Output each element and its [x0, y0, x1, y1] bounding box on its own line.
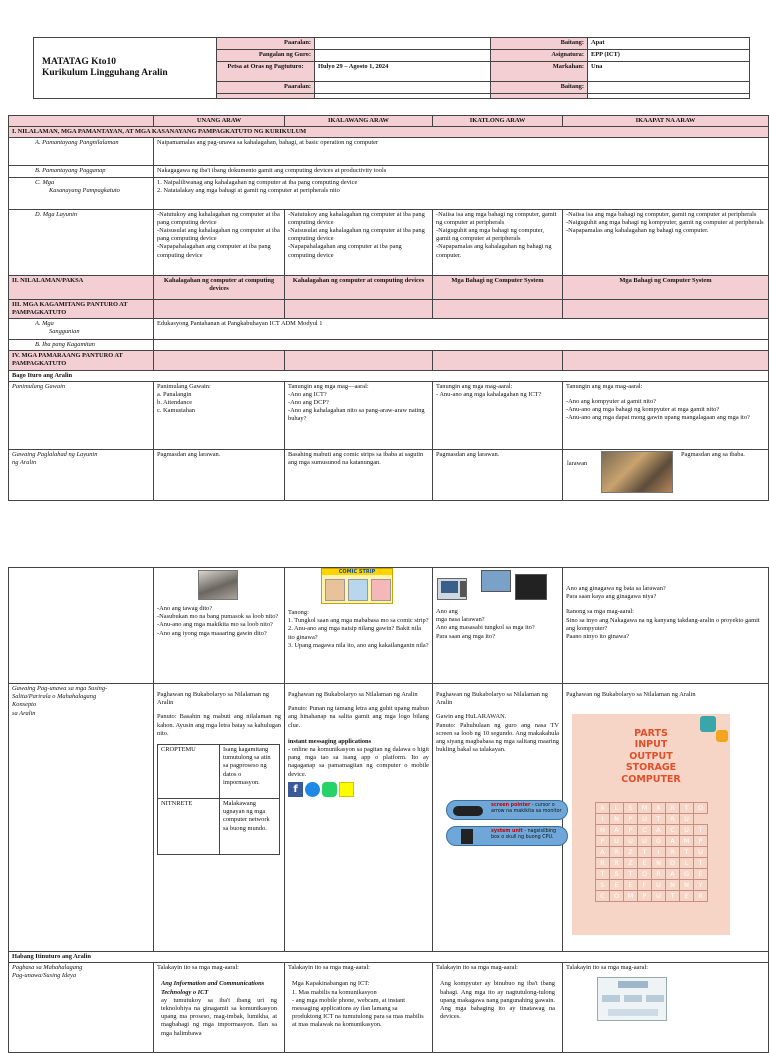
kasanayan-2: 2. Natatalakay ang mga bahagi at gamit ng computer at peripherals nito — [157, 186, 340, 194]
panimula-day1 — [154, 381, 285, 449]
comic-strip-image — [321, 568, 393, 604]
label-pagbasa — [9, 963, 154, 1053]
word-grid-row — [596, 836, 708, 847]
word-grid-cell: Z — [624, 858, 638, 869]
text-pamantayang-pangnilalaman: Naipamamalas ang pag-unawa sa kahalagahan, bahagi, at basic operation ng computer — [154, 138, 769, 166]
p2-day4-blank — [566, 601, 765, 608]
section-2-title: II. NILALAMAN/PAKSA — [9, 275, 154, 299]
p2-day4-q4: Sino sa inyo ang Nakagawa na ng kanyang takdang-aralin o proyekto gamit ang kompyuter? — [566, 616, 760, 632]
label-layunin: D. Mga Layunin — [9, 209, 154, 275]
word-grid-cell: O — [638, 869, 652, 880]
word-grid-cell: S — [624, 803, 638, 814]
label-sanggunian — [9, 318, 154, 339]
p2-day1-q2: -Nasubukan mo na bang pumasok sa loob nito? — [157, 613, 279, 621]
label-baitang-2: Baitang: — [491, 81, 588, 93]
panimula-day2-3: -Ano ang DCP? — [288, 399, 329, 407]
paglalahad-day4-text: Pagmasdan ang sa ibaba. — [681, 450, 745, 458]
panimula-day2-4: -Ano ang kahalagahan nito sa pang-araw-araw nating buhay? — [288, 407, 425, 423]
word-grid-cell: R — [610, 858, 624, 869]
layunin-day3-3: -Napapamalas ang kahalagahan ng bahagi ng computer. — [436, 243, 552, 259]
t1-body: ay tumutukoy sa iba't ibang uri ng teknolohiya na ginagamit sa komunikasyon upang ma proseso, mag-imbak, lumikha, at magbahagi ng mga impormasyon. Ilan sa mga halimbawa — [161, 996, 277, 1037]
value-petsa: Hulyo 29 – Agosto 1, 2024 — [315, 61, 491, 81]
panimula-day1-4: c. Kamustahan — [157, 407, 195, 415]
snapchat-icon — [339, 782, 354, 797]
text-pamantayang-pagganap: Nakagagawa ng iba't ibang dokumento gamit ang computing devices at productivity tools — [154, 166, 769, 177]
g1-word-2: NITNRETE — [158, 798, 220, 854]
mouse-icon — [453, 806, 483, 816]
t3-cell — [433, 963, 563, 1053]
pill1-term: screen pointer — [491, 803, 531, 808]
layunin-day2-2: -Naisusulat ang kahalagahan ng computer at iba pang computing device — [288, 226, 425, 243]
paglalahad-day2: Basahing mabuti ang comic strips sa ibaba at sagutin ang mga sumusunod na katanungan. — [285, 449, 433, 500]
word-grid-cell: G — [680, 869, 694, 880]
pill2-text: - nagsisilbing box o skull ng buong CPU. — [491, 829, 557, 840]
word-grid-cell: N — [666, 880, 680, 891]
panimula-day4-4: -Anu-ano ang mga dapat mong gawin upang mangalagaan ang mga ito? — [566, 414, 750, 422]
t2-item1: 1. Mas mabilis na komunikasyon — [292, 988, 377, 996]
label-paglalahad — [9, 449, 154, 500]
label-iba-pang-kagamitan: B. Iba pang Kagamitan — [9, 339, 154, 350]
word-grid-cell: U — [624, 836, 638, 847]
word-grid-cell: U — [652, 891, 666, 902]
computer-parts-diagram — [597, 977, 667, 1021]
word-grid-cell: R — [694, 891, 708, 902]
word-grid-cell: T — [694, 825, 708, 836]
day-header-4: IKAAPAT NA ARAW — [563, 116, 769, 127]
t2-heading: Mga Kapakinabangan ng ICT: — [292, 980, 370, 988]
word-grid-cell: N — [680, 880, 694, 891]
g2-title: Paghawan ng Bukabolaryo sa Nilalaman ng Aralin — [288, 691, 418, 698]
whatsapp-icon — [322, 782, 337, 797]
p2-day3-q3: Para saan ang mga ito? — [436, 632, 495, 640]
g3-panuto: Panuto: Pahuhulaan ng guro ang nasa TV screen sa loob ng 10 segundo. Ang makakahula ang siyang magbabasa ng mga salitang maaring bukling bakal sa talakayan. — [436, 721, 559, 754]
system-unit-icon — [461, 829, 473, 844]
label-markahan: Markahan: — [491, 61, 588, 81]
header-title — [34, 38, 217, 99]
g1-word-1: CROPTEMU — [158, 744, 220, 798]
lesson-table-page1 — [8, 115, 769, 501]
word-grid-cell: R — [666, 847, 680, 858]
children-computer-photo — [601, 451, 673, 493]
bago-ituro-title: Bago Ituro ang Aralin — [9, 370, 769, 381]
t2-cell — [285, 963, 433, 1053]
word-grid-cell: P — [694, 836, 708, 847]
panimula-day3 — [433, 381, 563, 449]
label-pagbasa-line1: Pagbasa sa Mahahalagang — [12, 964, 83, 972]
layunin-day3 — [433, 209, 563, 275]
g1-meaning-1: Isang kagamitang tumutulong sa atin sa pagproseso ng datos o impormasyon. — [220, 744, 280, 798]
g1-cell — [154, 684, 285, 952]
label-baitang: Baitang: — [491, 38, 588, 50]
page2 — [8, 567, 768, 1037]
p2-day4-q1: Ano ang ginagawa ng bata sa larawan? — [566, 585, 666, 592]
layunin-day2-3: -Napapahalagahan ang computer at iba pang computing device — [288, 243, 402, 259]
word-grid-cell: A — [596, 847, 610, 858]
g4-cell — [563, 684, 769, 952]
word-search-poster — [572, 714, 730, 935]
layunin-day4-3: -Napapamalas ang kahalagahan ng bahagi ng computer. — [566, 226, 709, 234]
word-grid-cell: O — [694, 803, 708, 814]
p2-day3-q2: Ano ang masasabi tungkol sa mga ito? — [436, 624, 535, 632]
word-grid-cell: A — [596, 803, 610, 814]
layunin-day3-1: -Naiisa isa ang mga bahagi ng computer, gamit ng computer at peripherals — [436, 210, 557, 226]
g2-panuto: Panuto: Punan ng tamang letra ang guhit upang mabuo ang hinahanap na salita gamit ang mga logo bilang clue. — [288, 705, 429, 729]
paglalahad-day4-left: larawan — [567, 459, 588, 467]
kasanayan-1: 1. Naipaliliwanag ang kahalagahan ng computer at iba pang computing device — [157, 178, 358, 186]
p2-day1-q3: -Anu-ano ang mga makikita mo sa loob nito? — [157, 621, 273, 629]
word-grid-row — [596, 803, 708, 814]
label-paaralan-2: Paaralan: — [217, 81, 315, 93]
header-table — [33, 37, 750, 99]
word-grid-cell: U — [638, 836, 652, 847]
label-gawaing-line2: Salita/Parirala o Mahahalagang — [12, 693, 97, 701]
panimula-day2 — [285, 381, 433, 449]
word-grid-cell: U — [652, 880, 666, 891]
poster-word-4: STORAGE — [625, 762, 677, 774]
word-grid-cell: T — [694, 858, 708, 869]
label-petsa: Petsa at Oras ng Pagtuturo: — [217, 61, 315, 81]
p2-day2-tanong: Tanong: — [288, 609, 309, 616]
g3-cell — [433, 684, 563, 952]
layunin-day4-2: -Naiguguhit ang mga bahagi ng kompyuter, gamit ng computer at peripherals — [566, 218, 764, 226]
paglalahad-day1: Pagmasdan ang larawan. — [154, 449, 285, 500]
p2-day1-q1: -Ano ang tawag dito? — [157, 605, 213, 612]
paksa-day1: Kahalagahan ng computer at computing devices — [154, 275, 285, 299]
text-sanggunian: Edukasyong Pantahanan at Pangkabuhayan ICT ADM Modyul 1 — [154, 318, 769, 339]
panimula-day3-2: - Anu-ano ang mga kahalagahan ng ICT? — [436, 390, 542, 398]
p2-day1-top — [154, 568, 285, 684]
layunin-day1-3: -Napapahalagahan ang computer at iba pang computing device — [157, 243, 271, 259]
day-header-2: IKALAWANG ARAW — [285, 116, 433, 127]
comic-strip-title: COMIC STRIP — [322, 569, 392, 575]
t1-cell — [154, 963, 285, 1053]
word-grid-cell: C — [638, 825, 652, 836]
panimula-day4-3: -Anu-ano ang mga bahagi ng kompyuter at mga gamit nito? — [566, 406, 720, 414]
word-grid-cell: M — [638, 803, 652, 814]
layunin-day4-1: -Naiisa isa ang mga bahagi ng computer, gamit ng computer at peripherals — [566, 210, 757, 218]
word-grid-row — [596, 869, 708, 880]
p2-day4-q3: Itanong sa mga mag-aaral: — [566, 608, 634, 616]
word-grid-cell: P — [638, 891, 652, 902]
layunin-day1-2: -Naisusulat ang kahalagahan ng computer at iba pang computing device — [157, 226, 280, 243]
p2-day2-top — [285, 568, 433, 684]
t2-intro: Talakayin ito sa mga mag-aaral: — [288, 964, 370, 972]
t4-intro: Talakayin ito sa mga mag-aaral: — [566, 964, 648, 972]
t3-intro: Talakayin ito sa mga mag-aaral: — [436, 964, 518, 972]
value-asignatura: EPP (ICT) — [588, 49, 750, 61]
poster-words — [572, 728, 730, 785]
panimula-day4 — [563, 381, 769, 449]
t2-item1-text: - ang mga mobile phone, webcam, at instant messaging applications ay ilan lamang sa produktong ICT na tumutulong para sa mas mabilis at mas malawak na komunikasyon. — [292, 996, 424, 1029]
pill-screen-pointer — [446, 800, 568, 820]
section-3-title: III. MGA KAGAMITANG PANTURO AT PAMPAGKATUTO — [9, 299, 154, 318]
value-markahan: Una — [588, 61, 750, 81]
t4-cell — [563, 963, 769, 1053]
word-grid-cell: R — [610, 847, 624, 858]
label-sanggunian-line1: A. Mga — [35, 319, 54, 327]
word-grid-cell: I — [596, 814, 610, 825]
word-grid-cell: E — [624, 880, 638, 891]
g1-meaning-2: Malakawang ugnayan ng mga computer network sa buong mundo. — [220, 798, 280, 854]
word-grid-row — [596, 891, 708, 902]
header-title-line2: Kurikulum Lingguhang Aralin — [42, 68, 168, 78]
word-grid-cell: H — [596, 825, 610, 836]
pill-system-unit — [446, 826, 568, 846]
word-grid-cell: L — [680, 858, 694, 869]
g3-subtitle: Gawin ang HuLARAWAN. — [436, 713, 507, 721]
value-paaralan-2 — [315, 81, 491, 93]
word-grid-row — [596, 825, 708, 836]
word-grid-cell: T — [652, 814, 666, 825]
word-grid-row — [596, 814, 708, 825]
t1-intro: Talakayin ito sa mga mag-aaral: — [157, 964, 239, 972]
label-gawaing-pag-unawa — [9, 684, 154, 952]
habang-itinuturo-title: Habang Itinuturo ang Aralin — [9, 952, 769, 963]
value-guro — [315, 49, 491, 61]
paksa-day3: Mga Bahagi ng Computer System — [433, 275, 563, 299]
g1-panuto: Panuto: Basahin ng mabuti ang nilalaman ng kahon. Ayusin ang mga letra batay sa kahulugan nito. — [157, 713, 281, 737]
p2-day3-q1b: mga nasa larawan? — [436, 616, 485, 624]
label-paaralan: Paaralan: — [217, 38, 315, 50]
value-paaralan — [315, 38, 491, 50]
panimula-day1-1: Panimulang Gawain: — [157, 382, 211, 390]
label-gawaing-line4: sa Aralin — [12, 709, 36, 717]
word-grid-cell: T — [680, 803, 694, 814]
word-grid-cell: N — [652, 858, 666, 869]
word-grid-cell: T — [638, 847, 652, 858]
word-grid-cell: S — [596, 880, 610, 891]
value-baitang: Apat — [588, 38, 750, 50]
word-grid-cell: U — [694, 847, 708, 858]
word-grid-cell: A — [666, 869, 680, 880]
word-grid-cell: U — [680, 825, 694, 836]
word-grid-cell: T — [666, 891, 680, 902]
layunin-day1 — [154, 209, 285, 275]
g2-heading: instant messaging applications — [288, 737, 372, 745]
t3-body: Ang kompyuter ay binubuo ng iba't ibang bahagi. Ang mga ito ay nagtutulong-tulong upang makagawa nang pangunahing gawain. Ang mga bahaging ito ay tinatawag na devices. — [440, 980, 555, 1021]
label-kasanayan-line1: C. Mga — [35, 178, 55, 186]
day-header-blank — [9, 116, 154, 127]
paksa-day4: Mga Bahagi ng Computer System — [563, 275, 769, 299]
layunin-day3-2: -Naiguguhit ang mga bahagi ng computer, gamit ng computer at peripherals — [436, 226, 545, 243]
panimula-day2-2: -Ano ang ICT? — [288, 390, 327, 398]
day-header-3: IKATLONG ARAW — [433, 116, 563, 127]
p2-day2-q2: 2. Anu-ano ang mga naisip nilang gawin? Bakit nila ito ginawa? — [288, 625, 421, 641]
word-grid-cell: M — [624, 891, 638, 902]
g1-word-table — [157, 744, 280, 855]
panimula-day2-1: Tanungin ang mga mag—aaral: — [288, 382, 369, 390]
g3-title: Paghawan ng Bukabolaryo sa Nilalaman ng Aralin — [436, 691, 548, 707]
word-grid-cell: E — [680, 891, 694, 902]
word-grid-cell: U — [610, 836, 624, 847]
word-grid-cell: E — [610, 880, 624, 891]
word-grid-cell: O — [610, 891, 624, 902]
label-kasanayan-line2: Kasanayang Pampagkatuto — [49, 186, 120, 194]
word-grid-cell: P — [624, 814, 638, 825]
label-gawaing-line1: Gawaing Pag-unawa sa mga Susing- — [12, 685, 108, 692]
word-grid-cell: P — [624, 825, 638, 836]
word-grid-cell: U — [680, 814, 694, 825]
p2-day3-top — [433, 568, 563, 684]
monitor-image — [515, 574, 547, 600]
laptop-image — [481, 570, 511, 592]
layunin-day4 — [563, 209, 769, 275]
word-grid-cell: A — [666, 836, 680, 847]
word-grid-row — [596, 858, 708, 869]
word-grid-cell: R — [652, 869, 666, 880]
panimula-day4-blank — [566, 391, 765, 398]
paglalahad-day3: Pagmasdan ang larawan. — [433, 449, 563, 500]
word-grid-cell: E — [638, 858, 652, 869]
label-guro: Pangalan ng Guro: — [217, 49, 315, 61]
p2-day2-q1: 1. Tungkol saan ang mga mababasa mo sa comic strip? — [288, 617, 429, 625]
poster-word-1: PARTS — [634, 728, 668, 739]
word-grid-cell: I — [652, 847, 666, 858]
desktop-computer-image — [437, 578, 467, 600]
word-grid-cell: T — [624, 869, 638, 880]
word-grid-cell: Z — [624, 847, 638, 858]
word-grid-cell: C — [596, 891, 610, 902]
word-grid-cell: T — [596, 869, 610, 880]
t1-heading: Ang Information and Communications Technology o ICT — [161, 980, 265, 996]
p2-day4-top — [563, 568, 769, 684]
messaging-app-icons — [288, 782, 429, 797]
layunin-day2 — [285, 209, 433, 275]
word-grid-cell: P — [596, 836, 610, 847]
label-gawaing-line3: Konsepto — [12, 701, 37, 709]
text-iba-pang-kagamitan — [154, 339, 769, 350]
g2-text: - online na komunikasyon sa pagitan ng dalawa o higit pang mga tao sa isang app o platform. Ito ay nagaganap sa pamamagitan ng computer o mobile device. — [288, 745, 429, 778]
label-paglalahad-line1: Gawaing Paglalahad ng Layunin — [12, 450, 98, 458]
word-grid-cell: Y — [694, 880, 708, 891]
g2-cell — [285, 684, 433, 952]
word-grid-cell: N — [610, 814, 624, 825]
header-title-line1: MATATAG Kto10 — [42, 56, 116, 67]
layunin-day2-1: -Natutukoy ang kahalagahan ng computer at iba pang computing device — [288, 210, 425, 226]
label-kasanayan — [9, 177, 154, 209]
word-grid-cell: U — [638, 814, 652, 825]
section-1-title: I. NILALAMAN, MGA PAMANTAYAN, AT MGA KASANAYANG PAMPAGKATUTO NG KURIKULUM — [9, 127, 769, 138]
label-panimulang-gawain: Panimulang Gawain — [9, 381, 154, 449]
word-grid-row — [596, 847, 708, 858]
poster-word-2: INPUT — [634, 739, 668, 751]
panimula-day1-2: a. Panalangin — [157, 390, 192, 398]
word-grid-cell: S — [610, 869, 624, 880]
p2-day2-q3: 3. Upang magawa nila ito, ano ang kakailanganin nila? — [288, 641, 429, 649]
pill2-term: system unit — [491, 829, 523, 834]
paglalahad-day4 — [563, 449, 769, 500]
word-grid-cell: M — [680, 836, 694, 847]
word-grid-cell: L — [610, 803, 624, 814]
poster-word-5: COMPUTER — [621, 773, 681, 785]
word-grid-row — [596, 880, 708, 891]
p2-day3-q1a: Ano ang — [436, 608, 458, 615]
pill1-text: - cursor o arrow na makikita sa monitor — [491, 803, 562, 814]
label-pamantayang-pangnilalaman: A. Pamantayang Pangnilalaman — [9, 138, 154, 166]
label-asignatura: Asignatura: — [491, 49, 588, 61]
word-grid-cell: A — [610, 825, 624, 836]
word-grid-cell: R — [666, 803, 680, 814]
label-pamantayang-pagganap: B. Pamantayang Pagganap — [9, 166, 154, 177]
facebook-icon: f — [288, 782, 303, 797]
word-grid-cell: A — [652, 825, 666, 836]
word-grid-cell: F — [638, 880, 652, 891]
word-grid-cell: R — [596, 858, 610, 869]
word-search-grid — [595, 802, 708, 902]
lesson-table-page2 — [8, 567, 769, 1053]
word-grid-cell: T — [680, 847, 694, 858]
panimula-day1-3: b. Attendance — [157, 399, 193, 407]
p2-day4-q2: Para saan kaya ang ginagawa niya? — [566, 593, 657, 601]
messenger-icon — [305, 782, 320, 797]
word-grid-cell: E — [694, 869, 708, 880]
value-baitang-2 — [588, 81, 750, 93]
word-grid-cell: C — [666, 825, 680, 836]
word-grid-cell: A — [652, 803, 666, 814]
day-header-1: UNANG ARAW — [154, 116, 285, 127]
g4-title: Paghawan ng Bukabolaryo sa Nilalaman ng Aralin — [566, 691, 696, 698]
word-grid-cell: G — [652, 836, 666, 847]
section-4-title: IV. MGA PAMARAANG PANTURO AT PAMPAGKATUTO — [9, 351, 154, 370]
g1-title: Paghawan ng Bukabolaryo sa Nilalaman ng Aralin — [157, 691, 269, 707]
label-paglalahad-line2: ng Aralin — [12, 458, 37, 466]
label-pagbasa-line2: Pag-unawa/Susing Ideya — [12, 972, 77, 980]
poster-word-3: OUTPUT — [629, 750, 673, 762]
p2-day4-q5: Paano ninyo ito ginawa? — [566, 632, 630, 640]
layunin-day1-1: -Natutukoy ang kahalagahan ng computer at iba pang computing device — [157, 210, 280, 226]
paksa-day2: Kahalagahan ng computer at computing devices — [285, 275, 433, 299]
text-kasanayan — [154, 177, 769, 209]
panimula-day4-1: Tanungin ang mga mag-aaral: — [566, 382, 643, 390]
panimula-day4-2: -Ano ang kompyuter at gamit nito? — [566, 397, 656, 405]
internet-cafe-photo — [198, 570, 238, 600]
panimula-day3-1: Tanungin ang mga mag-aaral: — [436, 382, 513, 390]
label-sanggunian-line2: Sanggunian — [49, 328, 80, 336]
word-grid-cell: D — [666, 858, 680, 869]
word-grid-cell: R — [666, 814, 680, 825]
p2-day1-q4: -Ano ang iyong mga maaaring gawin dito? — [157, 629, 267, 637]
